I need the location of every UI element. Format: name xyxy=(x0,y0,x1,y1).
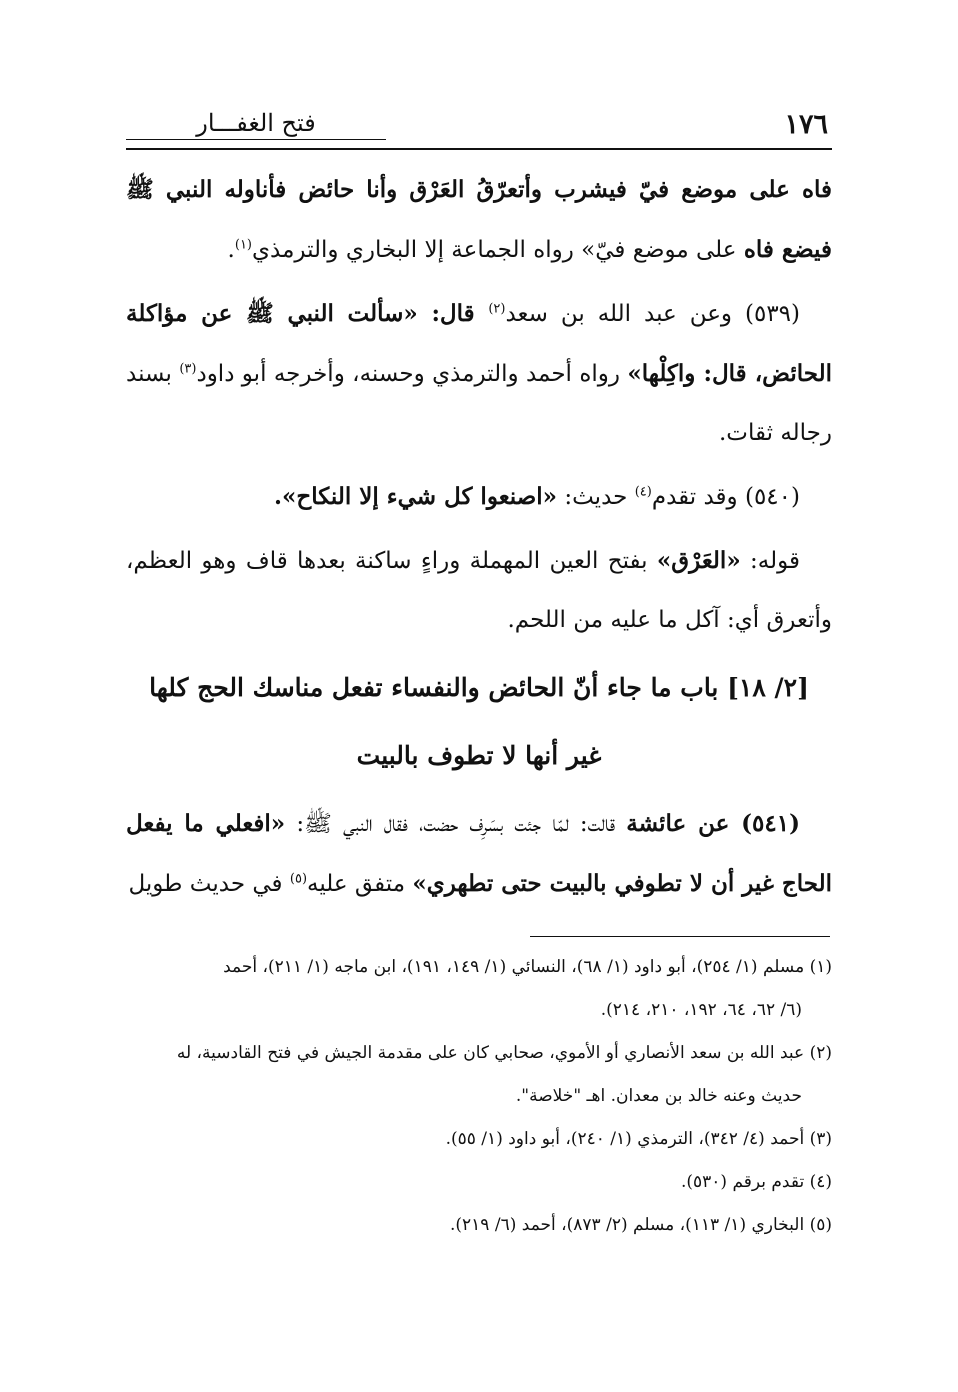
main-text xyxy=(126,160,832,918)
hadith-540-quote: «اصنعوا كل شيء إلا النكاح». xyxy=(273,483,558,510)
footnote-3: (٣) أحمد (٤/ ٣٤٢)، الترمذي (١/ ٢٤٠)، أبو داود (١/ ٥٥). xyxy=(445,1129,832,1149)
footnote-1-cont xyxy=(126,989,832,1032)
commentary xyxy=(126,531,832,650)
commentary-intro: قوله: xyxy=(740,548,800,574)
hadith-539-quote: قال: «سألت النبي ﷺ عن مؤاكلة الحائض، قال: واكِلْها» xyxy=(126,300,832,387)
hadith-541-end: في حديث طويل xyxy=(128,871,290,897)
hadith-541-tail: متفق عليه xyxy=(307,871,413,897)
narration-text: على موضع فيّ» رواه الجماعة إلا البخاري والترمذي xyxy=(252,237,737,263)
hadith-540 xyxy=(126,467,832,527)
hadith-540-mid: حديث: xyxy=(557,484,635,510)
footnote-ref: (١) xyxy=(234,237,252,253)
hadith-539-grade: بسند رجاله ثقات. xyxy=(126,361,832,446)
footnote-2-cont xyxy=(126,1075,832,1118)
footnote-separator xyxy=(530,936,830,937)
hadith-541 xyxy=(126,794,832,914)
footnote-2-line2: حديث وعنه خالد بن معدان. اهـ "خلاصة". xyxy=(515,1086,802,1106)
commentary-text: بفتح العين المهملة وراءٍ ساكنة بعدها قاف وهو العظم، وأتعرق أي: آكل ما عليه من اللحم. xyxy=(126,548,832,633)
chapter-heading xyxy=(126,654,832,790)
footnote-4: (٤) تقدم برقم (٥٣٠). xyxy=(680,1172,832,1192)
footnote-ref: (٣) xyxy=(179,361,197,377)
paragraph-continuation: فاه على موضع فيّ فيشرب وأتعرّقُ العَرْق وأنا حائض فأناوله النبي ﷺ فيضع فاه على موضع فيّ» رواه الجماعة إلا البخاري والترمذي$^{(١)}$. xyxy=(126,176,832,263)
footnote-1 xyxy=(126,946,832,989)
footnote-1-line2: (٦/ ٦٢، ٦٤، ١٩٢، ٢١٠، ٢١٤). xyxy=(600,1000,802,1020)
hadith-text: فاه على موضع فيّ فيشرب وأتعرّقُ العَرْق وأنا حائض فأناوله النبي ﷺ فيضع فاه xyxy=(126,176,832,263)
commentary-term: «العَرْق» xyxy=(656,547,741,574)
footnote-1-line1: (١) مسلم (١/ ٢٥٤)، أبو داود (١/ ٦٨)، النسائي (١/ ١٤٩، ١٩١)، ابن ماجه (١/ ٢١١)، أحمد xyxy=(223,957,832,977)
footnote-5: (٥) البخاري (١/ ١١٣)، مسلم (٢/ ٨٧٣)، أحمد (٦/ ٢١٩). xyxy=(450,1215,832,1235)
page-header xyxy=(126,96,832,150)
footnote-2-line1: (٢) عبد الله بن سعد الأنصاري أو الأموي، صحابي كان على مقدمة الجيش في فتح القادسية، له xyxy=(176,1043,832,1063)
hadith-541-quote: «افعلي ما يفعل الحاج غير أن لا تطوفي بالبيت حتى تطهري» xyxy=(126,810,832,897)
hadith-541-mid: قالت: لمّا جئت بسَرِف حضت، فقال النبي ﷺ: xyxy=(285,811,627,837)
footnote-ref: (٤) xyxy=(634,484,652,500)
footnote-2 xyxy=(126,1032,832,1075)
chapter-heading-line2: غير أنها لا تطوف بالبيت xyxy=(356,741,602,770)
running-title: فتح الغفـــار xyxy=(126,109,386,140)
page-number: ١٧٦ xyxy=(784,109,828,140)
footnotes xyxy=(126,946,832,1247)
hadith-541-intro: (٥٤١) عن عائشة xyxy=(626,810,800,837)
chapter-heading-line1: [٢/ ١٨] باب ما جاء أنّ الحائض والنفساء تفعل مناسك الحج كلها xyxy=(149,673,809,702)
footnote-ref: (٢) xyxy=(488,301,506,317)
footnote-ref: (٥) xyxy=(289,871,308,887)
hadith-540-intro: (٥٤٠) وقد تقدم xyxy=(651,484,800,510)
hadith-539-intro: (٥٣٩) وعن عبد الله بن سعد xyxy=(505,301,801,327)
hadith-539-source: رواه أحمد والترمذي وحسنه، وأخرجه أبو داود xyxy=(196,361,628,387)
hadith-539 xyxy=(126,284,832,463)
